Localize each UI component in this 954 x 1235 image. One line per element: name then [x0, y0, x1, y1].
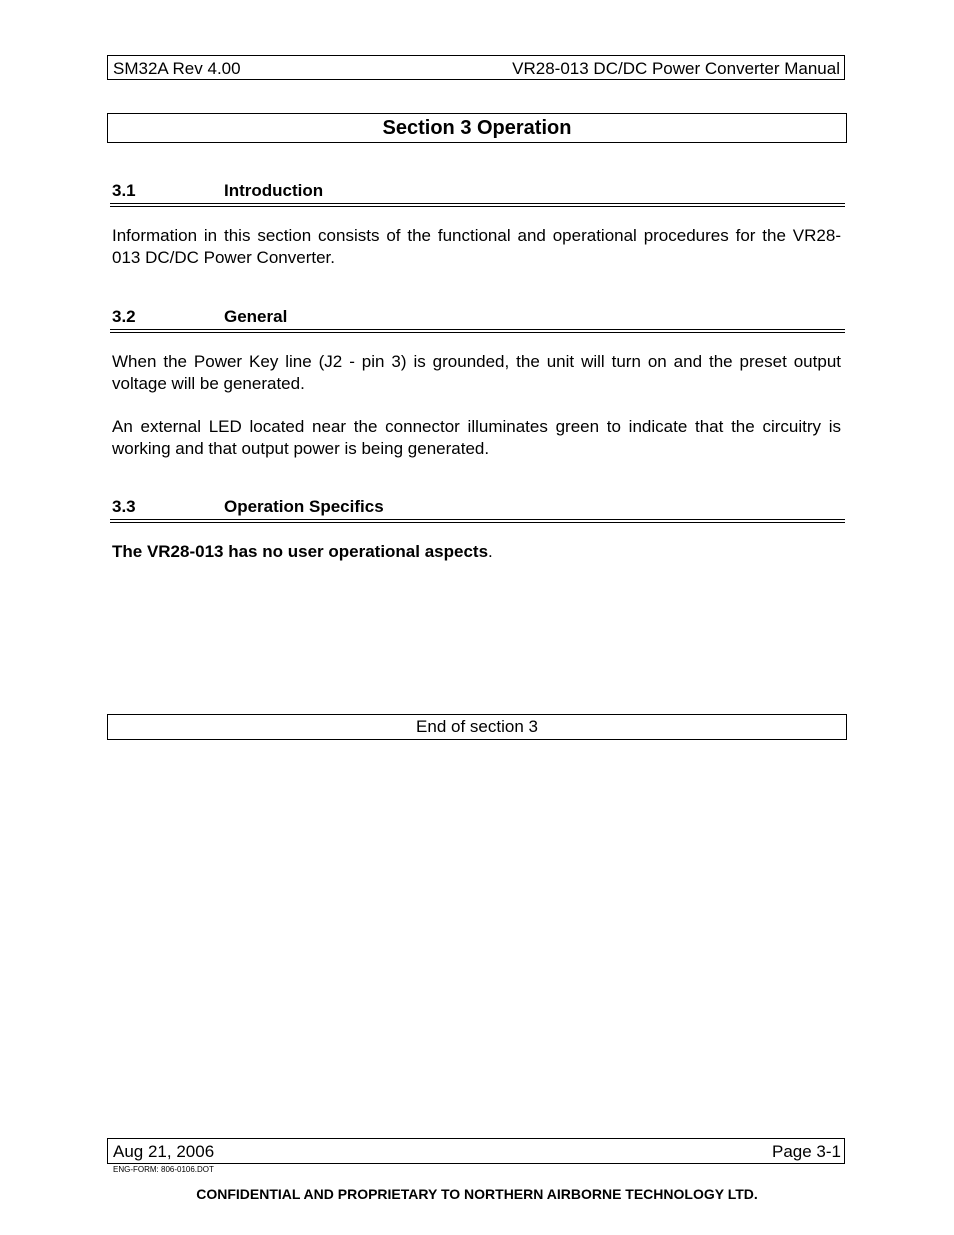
heading-rule — [110, 519, 845, 523]
footer-date: Aug 21, 2006 — [113, 1142, 215, 1161]
heading-rule — [110, 203, 845, 207]
manual-title: VR28-013 DC/DC Power Converter Manual — [512, 59, 840, 78]
page-header — [107, 55, 845, 80]
section-title: Section 3 Operation — [382, 117, 572, 139]
paragraph: When the Power Key line (J2 - pin 3) is grounded, the unit will turn on and the preset output voltage will be generated. — [112, 352, 841, 393]
end-of-section-text: End of section 3 — [416, 717, 538, 736]
heading-general — [112, 307, 845, 329]
heading-text: Introduction — [224, 181, 324, 200]
heading-rule — [110, 329, 845, 333]
operation-statement — [112, 541, 841, 563]
heading-text: Operation Specifics — [224, 497, 384, 516]
page-footer — [107, 1138, 845, 1164]
heading-text: General — [224, 307, 288, 326]
confidential-notice: CONFIDENTIAL AND PROPRIETARY TO NORTHERN AIRBORNE TECHNOLOGY LTD. — [196, 1186, 758, 1202]
end-of-section-box — [107, 714, 847, 740]
bold-statement: The VR28-013 has no user operational aspects — [112, 542, 489, 561]
page-number: Page 3-1 — [772, 1142, 841, 1161]
heading-introduction — [112, 181, 845, 203]
heading-number: 3.3 — [112, 497, 136, 516]
form-code: ENG-FORM: 806-0106.DOT — [113, 1165, 214, 1174]
heading-number: 3.1 — [112, 181, 136, 200]
paragraph: An external LED located near the connector illuminates green to indicate that the circuitry is working and that output power is being generated. — [112, 417, 841, 458]
heading-operation-specifics — [112, 497, 845, 519]
statement-period: . — [488, 542, 493, 561]
paragraph: Information in this section consists of the functional and operational procedures for the VR28-013 DC/DC Power Converter. — [112, 226, 841, 267]
doc-id: SM32A Rev 4.00 — [113, 59, 241, 78]
section-title-box — [107, 113, 847, 143]
heading-number: 3.2 — [112, 307, 136, 326]
